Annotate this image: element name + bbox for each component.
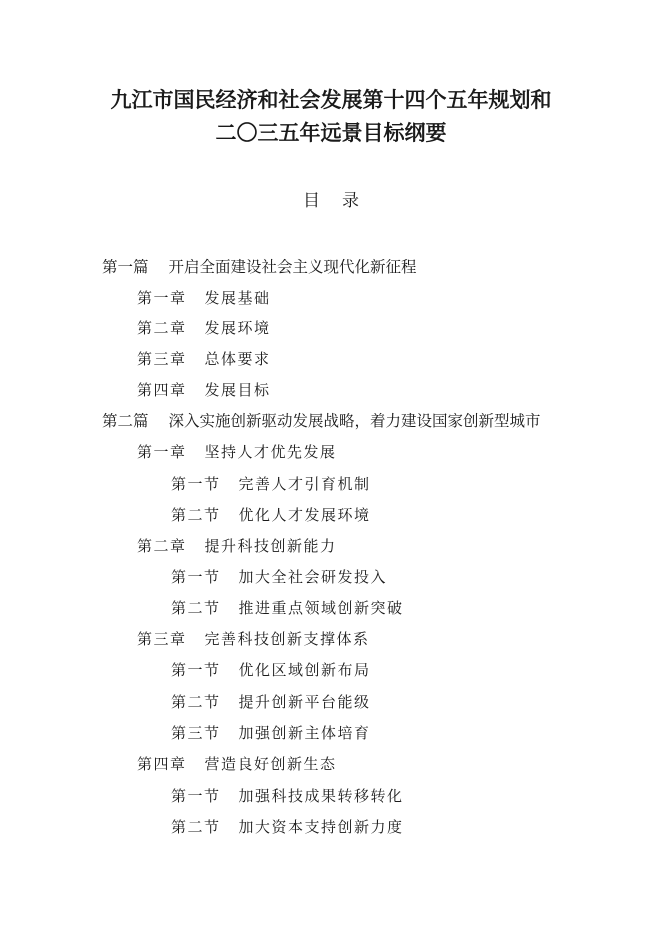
toc-section-label: 第二节 [171, 693, 221, 711]
toc-section-label: 第二节 [171, 506, 221, 524]
toc-chapter-label: 第三章 [137, 350, 187, 368]
toc-chapter[interactable] [137, 629, 370, 649]
toc-heading-char-1: 目 [303, 191, 320, 211]
toc-heading-char-2: 录 [342, 191, 359, 211]
toc-chapter-label: 第三章 [137, 630, 187, 648]
toc-section-title: 优化人才发展环境 [238, 506, 371, 524]
toc-chapter-label: 第二章 [137, 537, 187, 555]
toc-section-title: 完善人才引育机制 [238, 475, 371, 493]
toc-section-title: 推进重点领域创新突破 [238, 599, 404, 617]
toc-chapter-title: 发展基础 [204, 289, 271, 307]
toc-section-title: 提升创新平台能级 [238, 693, 371, 711]
toc-section[interactable] [171, 692, 371, 712]
toc-section-label: 第三节 [171, 724, 221, 742]
toc-section[interactable] [171, 660, 371, 680]
toc-section-title: 加大全社会研发投入 [238, 568, 388, 586]
toc-chapter-label: 第四章 [137, 755, 187, 773]
toc-section-label: 第一节 [171, 475, 221, 493]
toc-chapter[interactable] [137, 380, 271, 400]
toc-section-title: 加强科技成果转移转化 [238, 787, 404, 805]
toc-section-label: 第一节 [171, 568, 221, 586]
toc-section[interactable] [171, 474, 371, 494]
toc-chapter[interactable] [137, 318, 271, 338]
toc-chapter-title: 坚持人才优先发展 [204, 443, 337, 461]
toc-section-title: 加大资本支持创新力度 [238, 818, 404, 836]
toc-section-label: 第二节 [171, 599, 221, 617]
toc-section-title: 加强创新主体培育 [238, 724, 371, 742]
toc-chapter-label: 第一章 [137, 443, 187, 461]
toc-chapter[interactable] [137, 288, 271, 308]
document-title-line-2: 二〇三五年远景目标纲要 [215, 120, 447, 145]
toc-section[interactable] [171, 817, 404, 837]
document-title-line-1: 九江市国民经济和社会发展第十四个五年规划和 [110, 87, 552, 112]
toc-chapter-title: 总体要求 [204, 350, 271, 368]
toc-section-label: 第一节 [171, 787, 221, 805]
toc-heading [0, 190, 662, 212]
toc-part-title: 深入实施创新驱动发展战略，着力建设国家创新型城市 [168, 412, 541, 430]
toc-chapter[interactable] [137, 536, 337, 556]
toc-chapter[interactable] [137, 754, 337, 774]
toc-chapter[interactable] [137, 349, 271, 369]
toc-part-2[interactable] [102, 411, 541, 431]
toc-chapter-title: 营造良好创新生态 [204, 755, 337, 773]
toc-section[interactable] [171, 598, 404, 618]
toc-section-title: 优化区域创新布局 [238, 661, 371, 679]
toc-part-label: 第二篇 [102, 412, 149, 430]
toc-section-label: 第一节 [171, 661, 221, 679]
toc-section[interactable] [171, 505, 371, 525]
toc-chapter-title: 提升科技创新能力 [204, 537, 337, 555]
toc-part-title: 开启全面建设社会主义现代化新征程 [168, 258, 417, 276]
toc-chapter-title: 发展环境 [204, 319, 271, 337]
toc-chapter-label: 第一章 [137, 289, 187, 307]
toc-section[interactable] [171, 786, 404, 806]
toc-section[interactable] [171, 567, 387, 587]
toc-chapter-title: 完善科技创新支撑体系 [204, 630, 370, 648]
toc-part-1[interactable] [102, 257, 417, 277]
toc-chapter-label: 第二章 [137, 319, 187, 337]
toc-chapter-label: 第四章 [137, 381, 187, 399]
toc-part-label: 第一篇 [102, 258, 149, 276]
toc-chapter-title: 发展目标 [204, 381, 271, 399]
toc-chapter[interactable] [137, 442, 337, 462]
toc-section-label: 第二节 [171, 818, 221, 836]
toc-section[interactable] [171, 723, 371, 743]
